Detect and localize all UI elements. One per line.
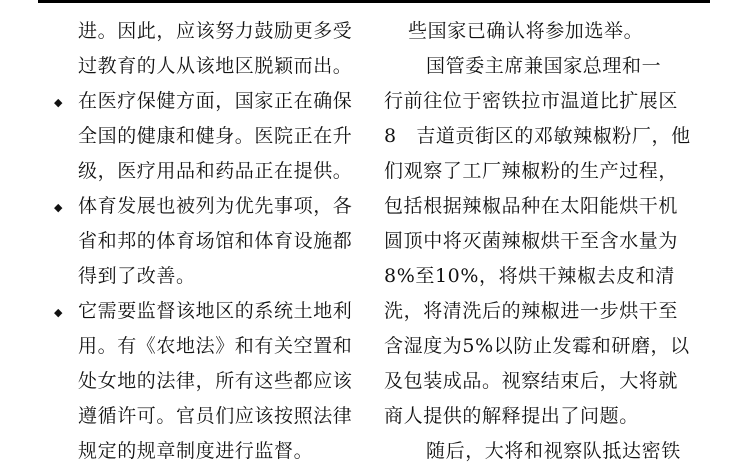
text-line [48,14,370,49]
line-text: 国管委主席兼国家总理和一 [426,55,662,77]
paragraph-start-line [384,434,702,469]
top-rule [38,0,710,3]
text-line [384,364,702,399]
line-text: 得到了改善。 [78,265,196,287]
text-line [384,119,702,154]
text-line [384,189,702,224]
text-line [384,329,702,364]
line-text: 商人提供的解释提出了问题。 [384,405,639,427]
line-text: 级，医疗用品和药品正在提供。 [78,160,353,182]
text-line [48,119,370,154]
text-line [384,294,702,329]
line-text: 用。有《农地法》和有关空置和 [78,335,353,357]
text-line [48,399,370,434]
line-text: 省和邦的体育场馆和体育设施都 [78,230,353,252]
text-line [48,224,370,259]
text-line [384,84,702,119]
bullet-diamond-icon: ◆ [54,201,64,214]
line-text: 洗，将清洗后的辣椒进一步烘干至 [384,300,679,322]
text-line [384,154,702,189]
line-text: 8 吉道贡街区的邓敏辣椒粉厂，他 [384,125,691,147]
line-text: 在医疗保健方面，国家正在确保 [78,90,353,112]
line-text: 全国的健康和健身。医院正在升 [78,125,353,147]
right-column [384,14,702,469]
text-line [48,259,370,294]
line-text: 体育发展也被列为优先事项，各 [78,195,353,217]
text-line [48,434,370,469]
text-line [384,399,702,434]
left-column [48,14,370,469]
text-line [48,154,370,189]
bullet-line [48,84,370,119]
bullet-diamond-icon: ◆ [54,306,64,319]
line-text: 遵循许可。官员们应该按照法律 [78,405,353,427]
line-text: 过教育的人从该地区脱颖而出。 [78,55,353,77]
text-line [384,14,702,49]
line-text: 及包装成品。视察结束后，大将就 [384,370,679,392]
line-text: 包括根据辣椒品种在太阳能烘干机 [384,195,679,217]
bullet-line [48,189,370,224]
text-line [384,259,702,294]
line-text: 处女地的法律，所有这些都应该 [78,370,353,392]
line-text: 们观察了工厂辣椒粉的生产过程， [384,160,679,182]
line-text: 规定的规章制度进行监督。 [78,440,314,462]
bullet-line [48,294,370,329]
paragraph-start-line [384,49,702,84]
text-line [48,49,370,84]
text-line [48,364,370,399]
line-text: 行前往位于密铁拉市温道比扩展区 [384,90,679,112]
line-text: 随后，大将和视察队抵达密铁 [426,440,681,462]
line-text: 些国家已确认将参加选举。 [408,20,644,42]
bullet-diamond-icon: ◆ [54,96,64,109]
line-text: 它需要监督该地区的系统土地利 [78,300,353,322]
line-text: 8%至10%，将烘干辣椒去皮和清 [384,265,675,287]
line-text: 圆顶中将灭菌辣椒烘干至含水量为 [384,230,679,252]
text-line [48,329,370,364]
text-line [384,224,702,259]
line-text: 进。因此，应该努力鼓励更多受 [78,20,353,42]
line-text: 含湿度为5%以防止发霉和研磨，以 [384,335,690,357]
